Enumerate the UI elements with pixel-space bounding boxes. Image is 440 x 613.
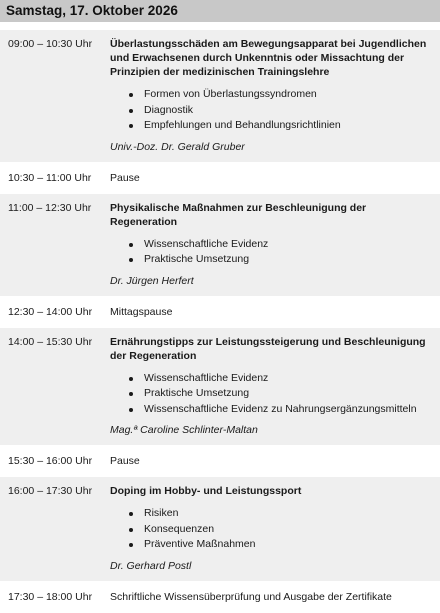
time-slot: 14:00 – 15:30 Uhr — [0, 328, 100, 448]
time-slot: 10:30 – 11:00 Uhr — [0, 164, 100, 194]
schedule-row-break — [0, 447, 440, 477]
session-cell — [100, 477, 440, 583]
closing-label: Schriftliche Wissensüberprüfung und Ausgabe der Zertifikate — [100, 583, 440, 613]
schedule-row-session — [0, 194, 440, 298]
topic-item: Wissenschaftliche Evidenz — [128, 371, 434, 387]
topic-list — [110, 371, 434, 418]
topic-item: Praktische Umsetzung — [128, 252, 434, 268]
topic-item: Präventive Maßnahmen — [128, 537, 434, 553]
session-title: Physikalische Maßnahmen zur Beschleunigung der Regeneration — [110, 201, 367, 228]
schedule-table — [0, 30, 440, 613]
session-title: Überlastungsschäden am Bewegungsapparat bei Jugendlichen und Erwachsenen durch Unkenntnis oder Missachtung der Prinzipien der medizinischen Trainingslehre — [110, 38, 427, 78]
time-slot: 15:30 – 16:00 Uhr — [0, 447, 100, 477]
topic-item: Risiken — [128, 506, 434, 522]
topic-item: Praktische Umsetzung — [128, 386, 434, 402]
topic-list — [110, 87, 434, 134]
topic-item: Konsequenzen — [128, 522, 434, 538]
speaker-name: Dr. Gerhard Postl — [110, 559, 192, 572]
topic-item: Empfehlungen und Behandlungsrichtlinien — [128, 118, 434, 134]
speaker-name: Dr. Jürgen Herfert — [110, 274, 194, 287]
topic-list — [110, 237, 434, 268]
time-slot: 17:30 – 18:00 Uhr — [0, 583, 100, 613]
schedule-row-closing — [0, 583, 440, 613]
session-cell — [100, 328, 440, 448]
session-cell — [100, 194, 440, 298]
break-label: Mittagspause — [100, 298, 440, 328]
time-slot: 11:00 – 12:30 Uhr — [0, 194, 100, 298]
session-title: Doping im Hobby- und Leistungssport — [110, 485, 302, 497]
topic-item: Diagnostik — [128, 103, 434, 119]
time-slot: 16:00 – 17:30 Uhr — [0, 477, 100, 583]
topic-item: Formen von Überlastungssyndromen — [128, 87, 434, 103]
session-title: Ernährungstipps zur Leistungssteigerung und Beschleunigung der Regeneration — [110, 335, 426, 362]
schedule-row-break — [0, 164, 440, 194]
header-gap — [0, 22, 440, 30]
schedule-row-session — [0, 30, 440, 164]
time-slot: 12:30 – 14:00 Uhr — [0, 298, 100, 328]
speaker-name: Univ.-Doz. Dr. Gerald Gruber — [110, 140, 245, 153]
speaker-name: Mag.ª Caroline Schlinter-Maltan — [110, 424, 258, 436]
topic-item: Wissenschaftliche Evidenz zu Nahrungsergänzungsmitteln — [128, 402, 434, 418]
topic-item: Wissenschaftliche Evidenz — [128, 237, 434, 253]
time-slot: 09:00 – 10:30 Uhr — [0, 30, 100, 164]
day-header: Samstag, 17. Oktober 2026 — [0, 0, 440, 22]
session-cell — [100, 30, 440, 164]
topic-list — [110, 506, 434, 553]
break-label: Pause — [100, 164, 440, 194]
schedule-row-break — [0, 298, 440, 328]
break-label: Pause — [100, 447, 440, 477]
schedule-row-session — [0, 328, 440, 448]
schedule-row-session — [0, 477, 440, 583]
